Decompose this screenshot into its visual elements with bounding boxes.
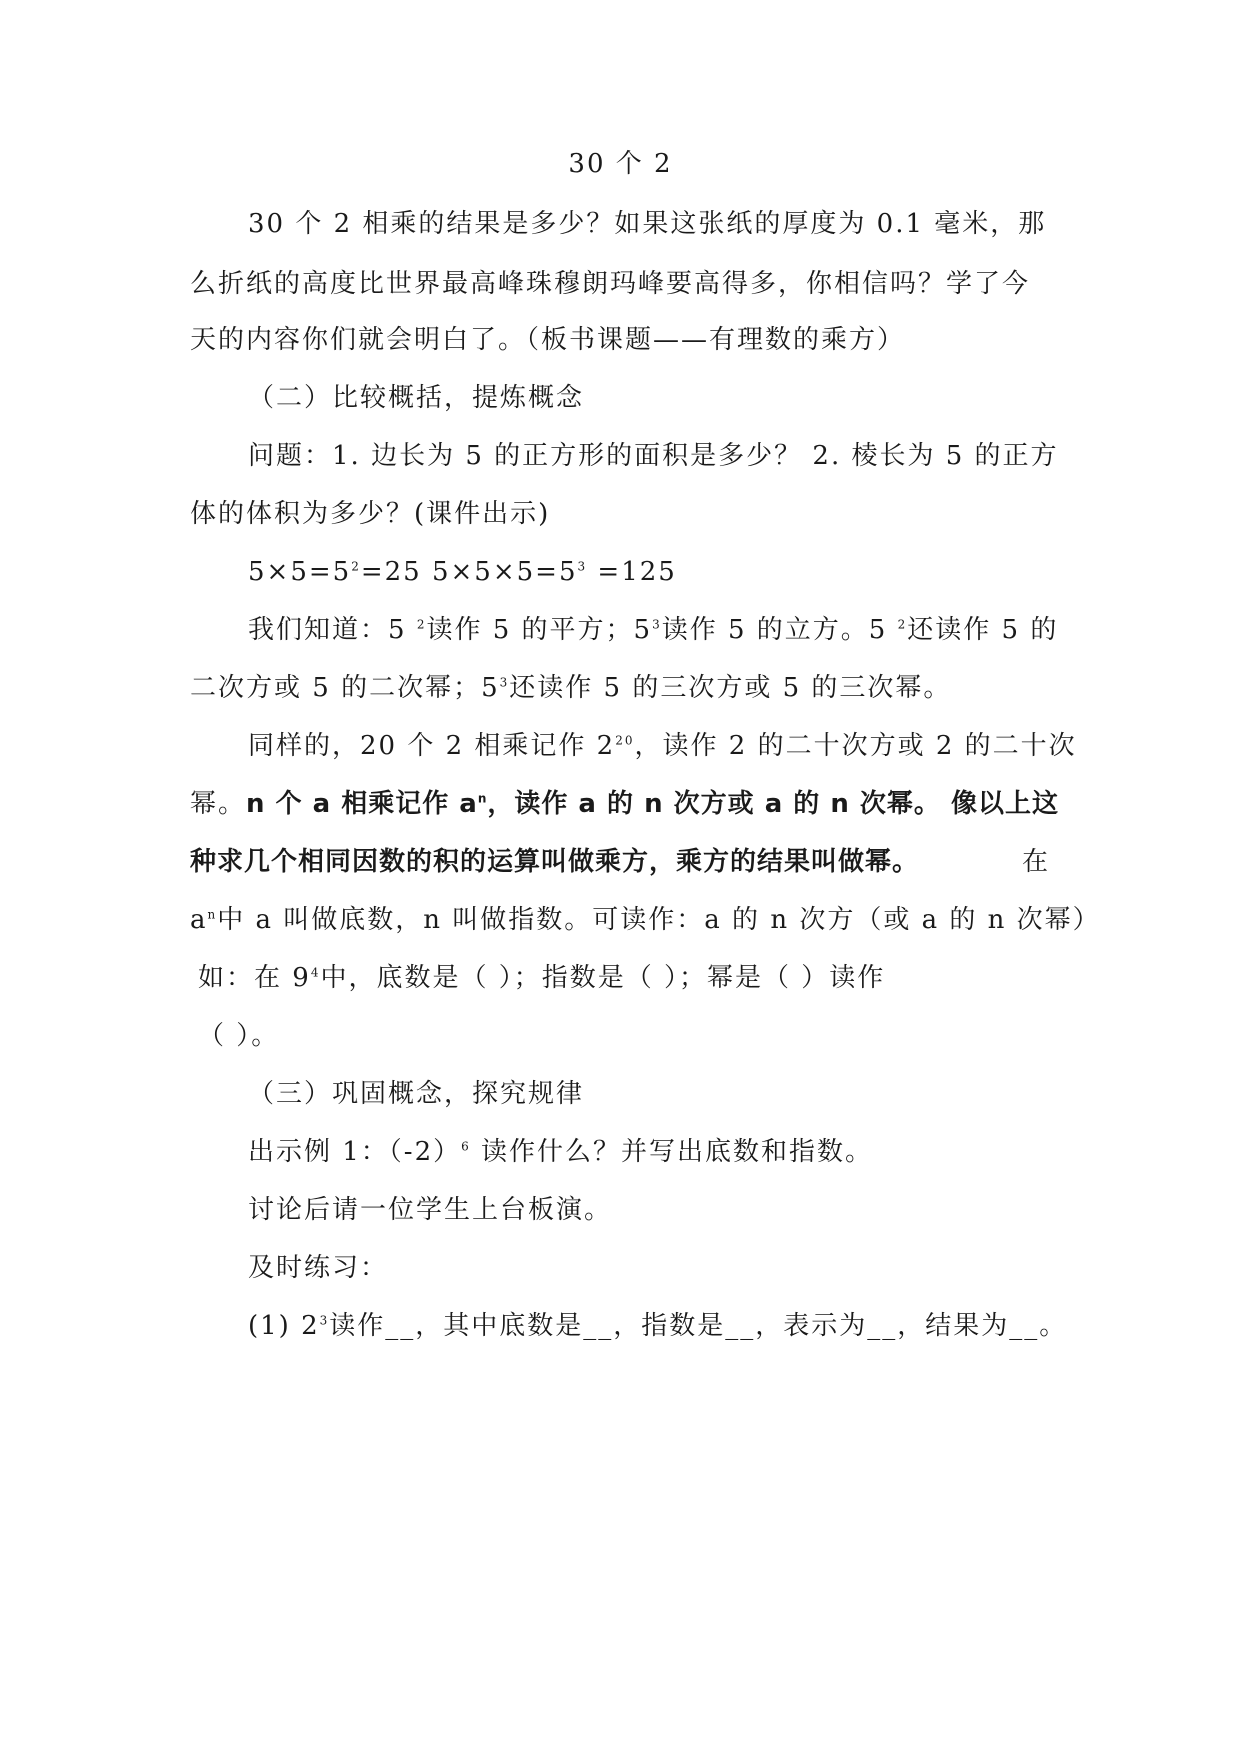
discussion-line: 讨论后请一位学生上台板演。 xyxy=(248,1195,613,1225)
text-part: 中，底数是（ ）；指数是（ ）；幂是（ ）读作 xyxy=(320,963,886,993)
definition-bold xyxy=(246,789,1059,819)
definition-bold: 种求几个相同因数的积的运算叫做乘方，乘方的结果叫做幂。 xyxy=(190,847,920,877)
text-part: 我们知道：5 xyxy=(248,615,417,645)
explanation-line-1 xyxy=(248,610,1118,650)
text-part: 还读作 5 的 xyxy=(907,615,1059,645)
text-part: 在 xyxy=(1021,847,1050,877)
definition-line-3 xyxy=(190,900,1101,940)
exponent: 2 xyxy=(351,559,361,574)
formula-part: =25 5×5×5=5 xyxy=(360,557,578,587)
practice-item-1 xyxy=(248,1306,1118,1346)
text-part: 读作__，其中底数是__，指数是__，表示为__，结果为__。 xyxy=(329,1311,1068,1341)
explanation-line-3 xyxy=(248,726,1118,766)
paragraph-line-1: 30 个 2 相乘的结果是多少？如果这张纸的厚度为 0.1 毫米，那 xyxy=(248,209,1047,239)
exponent: n xyxy=(207,907,218,922)
text-part: 幂。 xyxy=(190,789,247,819)
exponent: 3 xyxy=(652,617,662,632)
text-part: ，读作 a 的 n 次方或 a 的 n 次幂。 像以上这 xyxy=(487,789,1059,819)
exponent: 3 xyxy=(319,1313,330,1328)
exponent: n xyxy=(477,791,488,806)
formula-line xyxy=(248,552,1118,592)
text-part: (1) 2 xyxy=(248,1311,320,1341)
example-line-2: （ ）。 xyxy=(198,1021,280,1051)
subsection-heading-3: （三）巩固概念，探究规律 xyxy=(248,1079,585,1109)
text-part: 读作什么？并写出底数和指数。 xyxy=(470,1137,874,1167)
subsection-heading-2: （二）比较概括，提炼概念 xyxy=(248,383,585,413)
text-part: n 个 a 相乘记作 a xyxy=(246,789,478,819)
formula-part: 5×5=5 xyxy=(248,557,352,587)
paragraph-line-3: 天的内容你们就会明白了。（板书课题——有理数的乘方） xyxy=(190,325,906,355)
text-part: 二次方或 5 的二次幂；5 xyxy=(190,673,500,703)
question-line-2: 体的体积为多少？(课件出示) xyxy=(190,499,551,529)
exponent: 2 xyxy=(416,617,427,632)
text-part: 出示例 1：（-2） xyxy=(248,1137,462,1167)
exponent: 20 xyxy=(615,733,635,748)
exponent: 6 xyxy=(461,1139,471,1154)
text-part: 如：在 9 xyxy=(198,963,311,993)
section-heading: 30 个 2 xyxy=(568,149,673,179)
text-part: a xyxy=(190,905,208,935)
exponent: 3 xyxy=(499,675,510,690)
exponent: 3 xyxy=(577,559,588,574)
definition-line-2 xyxy=(190,842,1060,882)
text-part: 读作 5 的平方；5 xyxy=(426,615,653,645)
text-part: 还读作 5 的三次方或 5 的三次幂。 xyxy=(509,673,952,703)
text-part: ，读作 2 的二十次方或 2 的二十次 xyxy=(634,731,1077,761)
text-part: 同样的，20 个 2 相乘记作 2 xyxy=(248,731,616,761)
example-line-1 xyxy=(198,958,1068,998)
exponent: 2 xyxy=(897,617,908,632)
formula-part: =125 xyxy=(587,557,677,587)
definition-line-1 xyxy=(190,784,1060,824)
exponent: 4 xyxy=(310,965,321,980)
example-1-line xyxy=(248,1132,1118,1172)
paragraph-line-2: 么折纸的高度比世界最高峰珠穆朗玛峰要高得多，你相信吗？学了今 xyxy=(190,269,1031,299)
question-line-1: 问题：1. 边长为 5 的正方形的面积是多少？ 2. 棱长为 5 的正方 xyxy=(248,441,1059,471)
practice-heading: 及时练习： xyxy=(248,1253,389,1283)
text-part: 中 a 叫做底数，n 叫做指数。可读作：a 的 n 次方（或 a 的 n 次幂） xyxy=(217,905,1101,935)
explanation-line-2 xyxy=(190,668,1060,708)
text-part: 读作 5 的立方。5 xyxy=(661,615,898,645)
